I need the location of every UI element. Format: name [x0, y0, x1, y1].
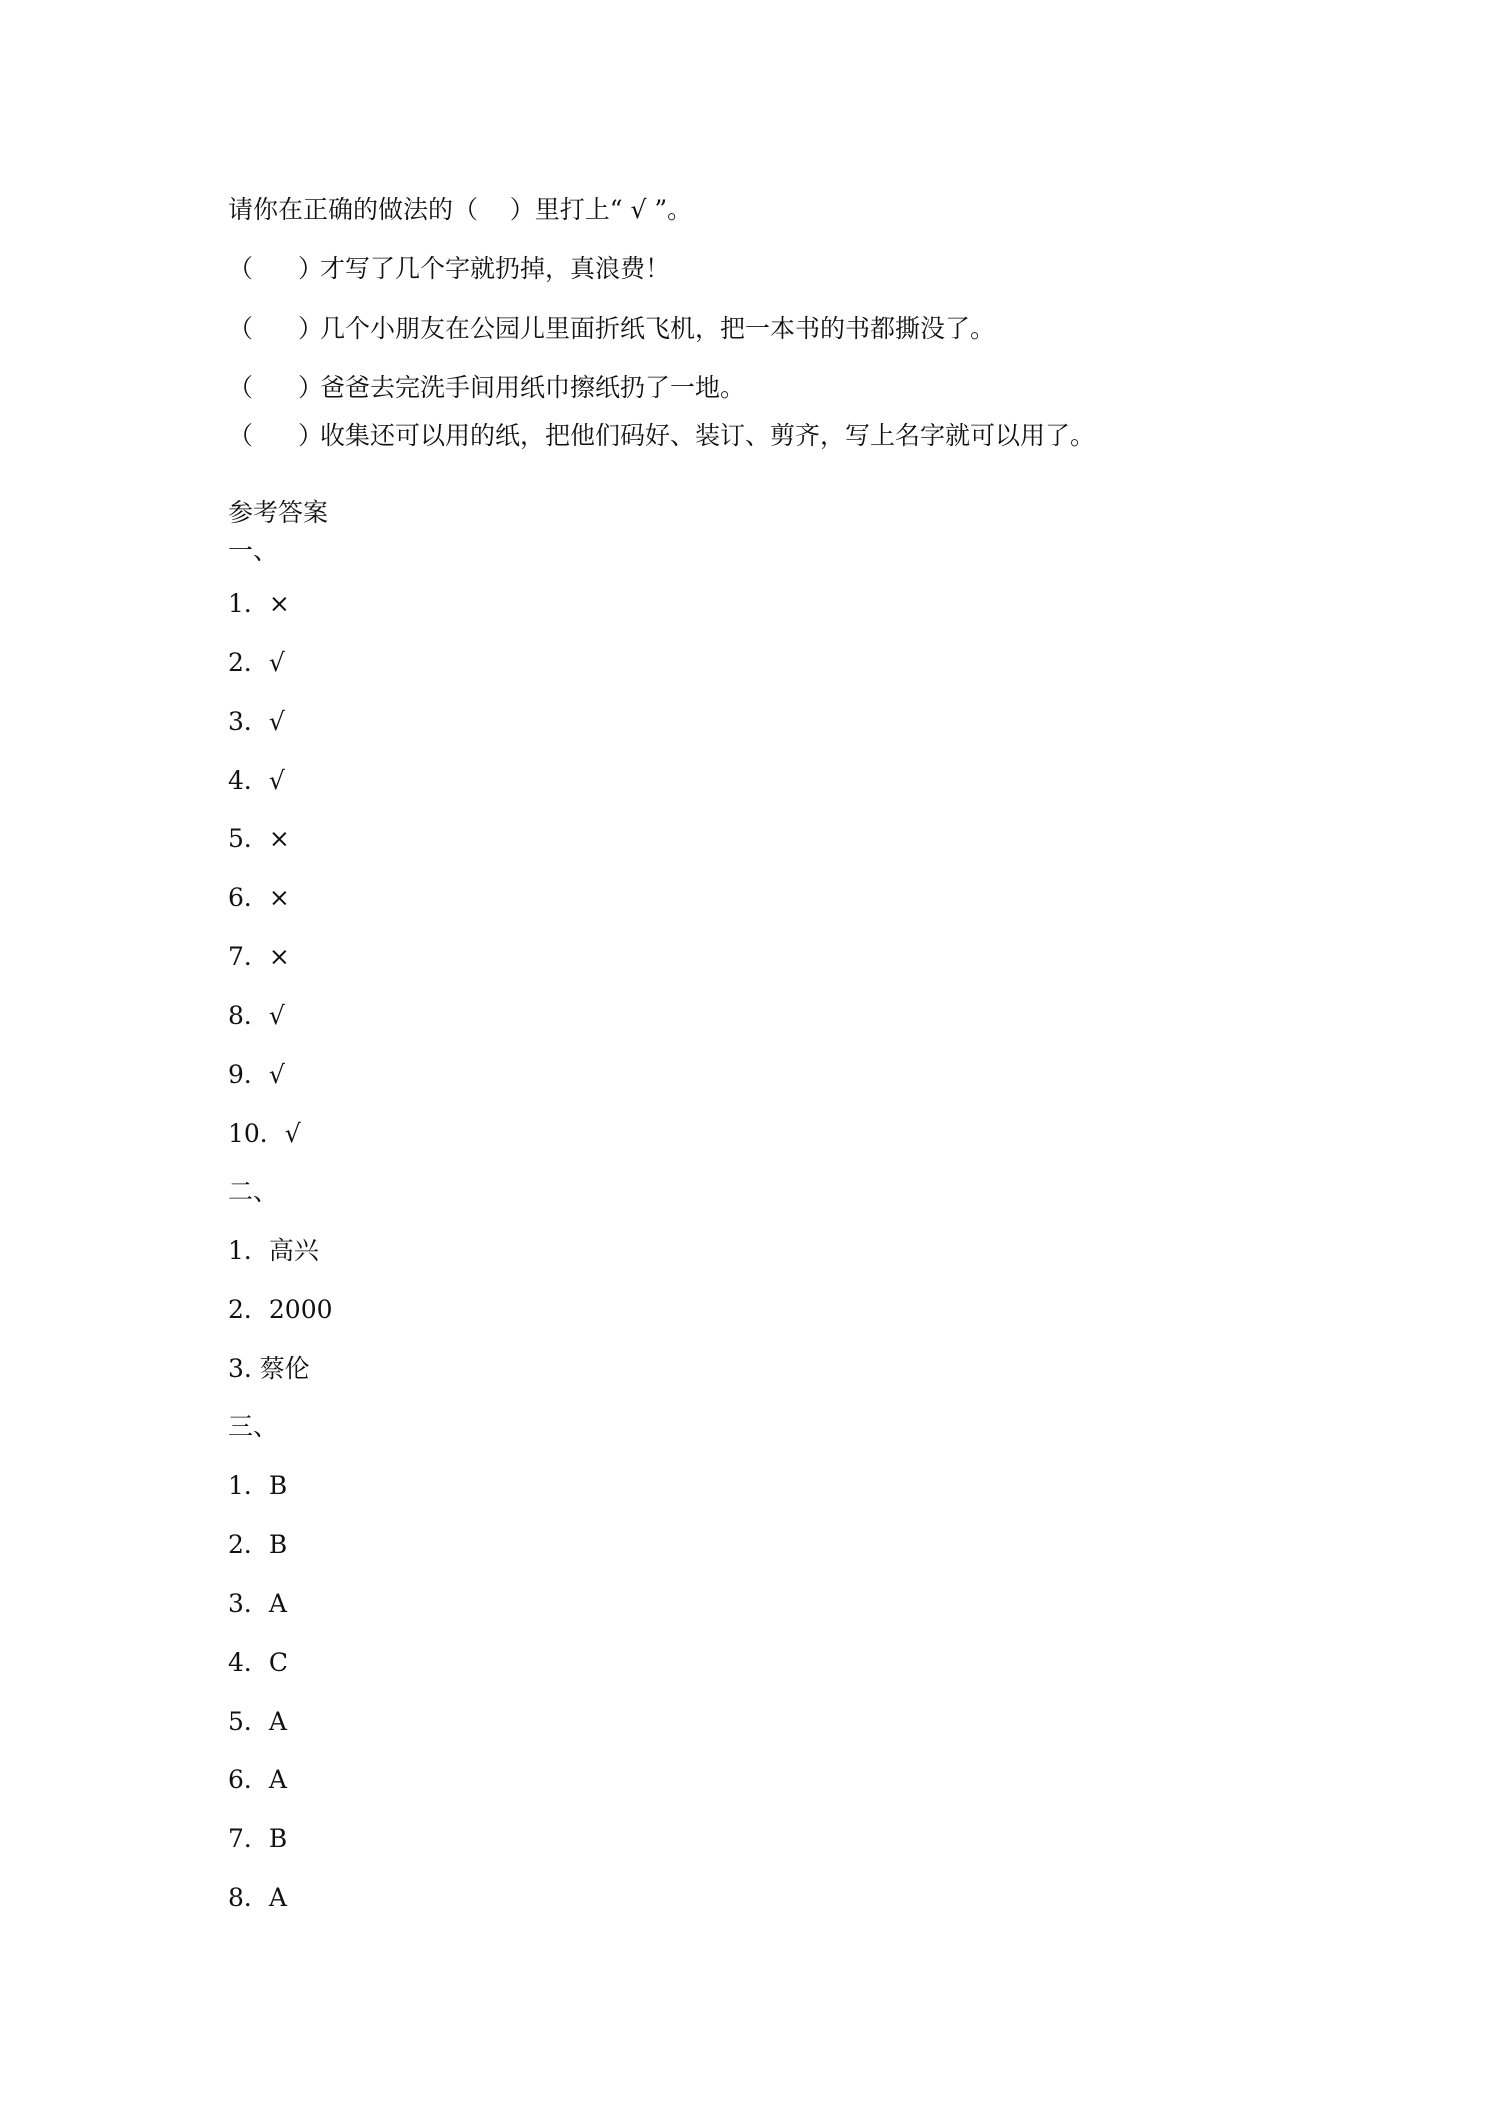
answer-item: 1．B	[228, 1471, 288, 1500]
question-item	[228, 420, 1095, 452]
close-paren: ）	[298, 314, 324, 343]
answer-item: 4．√	[228, 766, 285, 795]
answer-item: 6．A	[228, 1765, 287, 1794]
answer-item: 8．A	[228, 1883, 287, 1912]
question-item-text: 才写了几个字就扔掉，真浪费！	[320, 254, 671, 283]
open-paren: （	[228, 421, 254, 450]
answer-item: 7．B	[228, 1824, 288, 1853]
answer-item: 9．√	[228, 1060, 285, 1089]
question-item-text: 收集还可以用的纸，把他们码好、装订、剪齐，写上名字就可以用了。	[320, 421, 1096, 450]
open-paren: （	[228, 314, 254, 343]
answers-title: 参考答案	[228, 498, 329, 527]
answer-item: 6．×	[228, 883, 290, 912]
answer-item: 2．√	[228, 648, 285, 677]
close-paren: ）	[298, 254, 324, 283]
answer-item: 10．√	[228, 1119, 301, 1148]
open-paren: （	[228, 373, 254, 402]
section-heading: 一、	[228, 536, 279, 565]
question-item	[228, 372, 745, 404]
question-item-text: 爸爸去完洗手间用纸巾擦纸扔了一地。	[320, 373, 746, 402]
answer-item: 3．√	[228, 707, 285, 736]
answer-item: 1．×	[228, 589, 290, 618]
answer-item: 3．A	[228, 1589, 287, 1618]
close-paren: ）	[298, 373, 324, 402]
answer-item: 5．A	[228, 1707, 287, 1736]
answer-item: 5．×	[228, 824, 290, 853]
question-item	[228, 313, 995, 345]
open-paren: （	[228, 254, 254, 283]
answer-item: 3. 蔡伦	[228, 1354, 310, 1383]
answer-item: 1．高兴	[228, 1236, 319, 1265]
answer-item: 7．×	[228, 942, 290, 971]
answer-item: 2．B	[228, 1530, 288, 1559]
question-item	[228, 253, 670, 285]
answer-item: 4．C	[228, 1648, 289, 1677]
answer-item: 2．2000	[228, 1295, 333, 1324]
close-paren: ）	[298, 421, 324, 450]
answer-item: 8．√	[228, 1001, 285, 1030]
section-heading: 三、	[228, 1412, 279, 1441]
question-item-text: 几个小朋友在公园儿里面折纸飞机，把一本书的书都撕没了。	[320, 314, 996, 343]
question-prompt: 请你在正确的做法的（ ）里打上“ √ ”。	[228, 195, 693, 224]
section-heading: 二、	[228, 1177, 279, 1206]
